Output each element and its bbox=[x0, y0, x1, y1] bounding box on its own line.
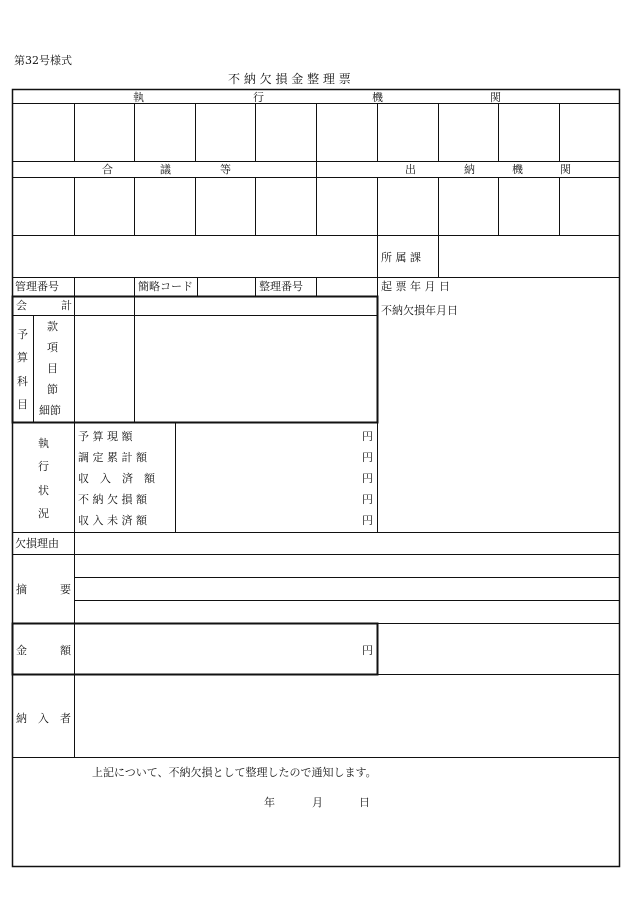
subject-moku: 目 bbox=[47, 362, 58, 375]
accounting-label-1: 会 bbox=[16, 299, 27, 312]
execution-row-4-unit: 円 bbox=[362, 493, 373, 506]
date-day: 日 bbox=[359, 796, 370, 809]
date-year: 年 bbox=[264, 796, 275, 809]
summary-label-1: 摘 bbox=[16, 583, 27, 596]
payer-label-1: 納 bbox=[16, 712, 27, 725]
treasurer-header-4: 関 bbox=[560, 163, 571, 176]
notice-text: 上記について、不納欠損として整理したので通知します。 bbox=[92, 766, 377, 779]
amount-unit: 円 bbox=[362, 644, 373, 657]
subject-saisetsu: 細節 bbox=[39, 404, 61, 417]
executive-header-3: 機 bbox=[372, 91, 383, 104]
budget-subject-3: 科 bbox=[17, 375, 28, 388]
execution-label-4: 況 bbox=[38, 507, 49, 520]
payer-label-2: 入 bbox=[38, 712, 49, 725]
draft-date-label: 起 票 年 月 日 bbox=[381, 280, 450, 293]
date-month: 月 bbox=[312, 796, 323, 809]
subject-kou: 項 bbox=[47, 341, 58, 354]
execution-row-2-unit: 円 bbox=[362, 451, 373, 464]
form-number: 第32号様式 bbox=[14, 54, 72, 67]
payer-label-3: 者 bbox=[60, 712, 71, 725]
executive-header-1: 執 bbox=[133, 91, 144, 104]
budget-subject-4: 目 bbox=[17, 398, 28, 411]
execution-row-1-unit: 円 bbox=[362, 430, 373, 443]
reference-number-label: 整理番号 bbox=[259, 280, 303, 293]
execution-row-4-label: 不 納 欠 損 額 bbox=[78, 493, 147, 506]
treasurer-header-1: 出 bbox=[405, 163, 416, 176]
subject-kan: 款 bbox=[47, 320, 58, 333]
executive-header-4: 関 bbox=[490, 91, 501, 104]
subject-setsu: 節 bbox=[47, 383, 58, 396]
form-title: 不 納 欠 損 金 整 理 票 bbox=[228, 72, 351, 86]
accounting-label-2: 計 bbox=[61, 299, 72, 312]
budget-subject-1: 予 bbox=[17, 328, 28, 341]
writeoff-date-label: 不納欠損年月日 bbox=[381, 304, 458, 317]
council-header-3: 等 bbox=[220, 163, 231, 176]
execution-label-2: 行 bbox=[38, 460, 49, 473]
execution-row-3-label: 収 入 済 額 bbox=[78, 472, 155, 485]
treasurer-header-2: 納 bbox=[464, 163, 475, 176]
execution-row-1-label: 予 算 現 額 bbox=[78, 430, 133, 443]
budget-subject-2: 算 bbox=[17, 351, 28, 364]
execution-row-2-label: 調 定 累 計 額 bbox=[78, 451, 147, 464]
council-header-2: 議 bbox=[160, 163, 171, 176]
council-header-1: 合 bbox=[102, 163, 113, 176]
execution-row-5-label: 収 入 未 済 額 bbox=[78, 514, 147, 527]
reason-label: 欠損理由 bbox=[15, 537, 59, 550]
amount-label-2: 額 bbox=[60, 644, 71, 657]
execution-row-3-unit: 円 bbox=[362, 472, 373, 485]
summary-label-2: 要 bbox=[60, 583, 71, 596]
execution-label-3: 状 bbox=[38, 484, 49, 497]
amount-label-1: 金 bbox=[16, 644, 27, 657]
department-label: 所 属 課 bbox=[381, 251, 421, 264]
execution-label-1: 執 bbox=[38, 437, 49, 450]
treasurer-header-3: 機 bbox=[512, 163, 523, 176]
abbrev-code-label: 簡略コード bbox=[138, 280, 193, 293]
management-number-label: 管理番号 bbox=[15, 280, 59, 293]
execution-row-5-unit: 円 bbox=[362, 514, 373, 527]
executive-header-2: 行 bbox=[253, 91, 264, 104]
